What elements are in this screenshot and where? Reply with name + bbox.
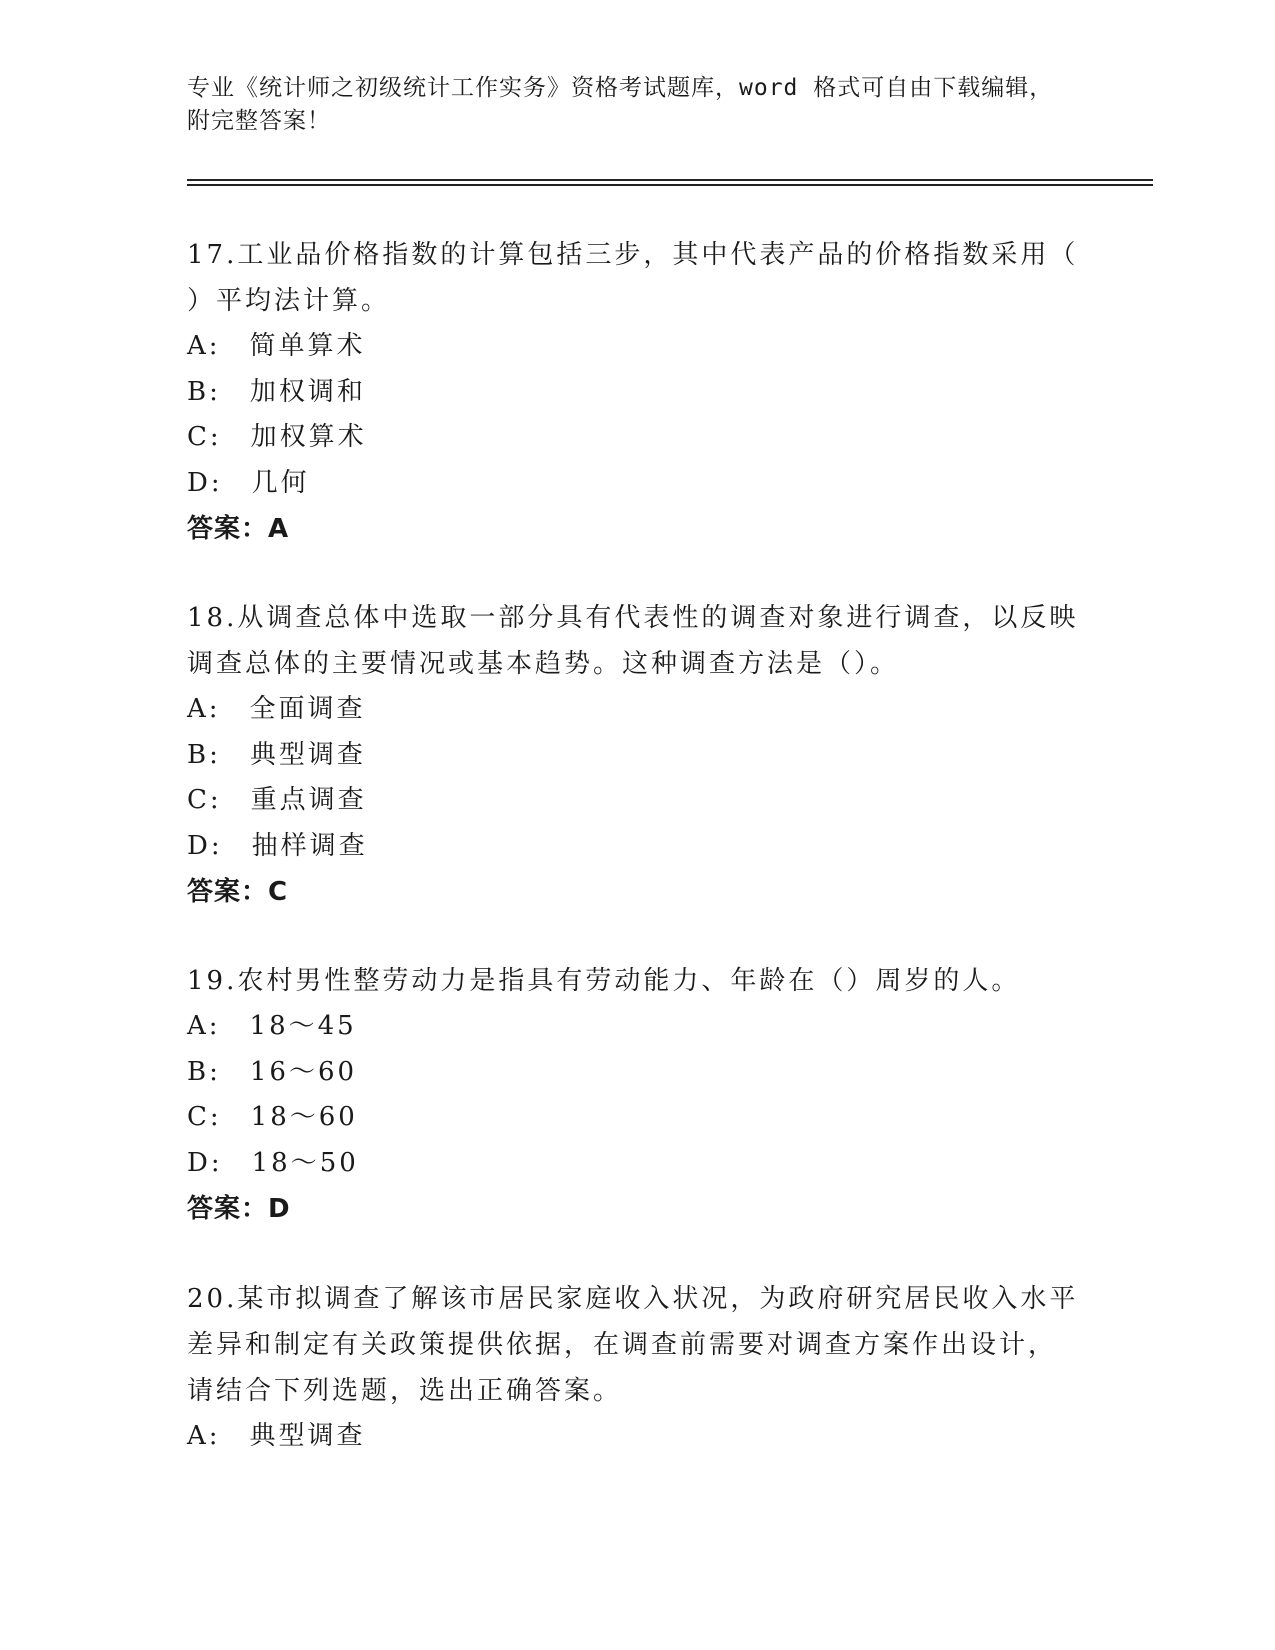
option-c: C: 加权算术 (187, 422, 367, 452)
question-text-line: ）平均法计算。 (187, 286, 391, 316)
question-text-line: 差异和制定有关政策提供依据，在调查前需要对调查方案作出设计， (187, 1330, 1058, 1360)
option-c: C: 重点调查 (187, 785, 367, 815)
question-text-line: 20.某市拟调查了解该市居民家庭收入状况，为政府研究居民收入水平 (187, 1284, 1079, 1314)
option-a: A: 18～45 (187, 1011, 357, 1041)
option-b: B: 16～60 (187, 1056, 358, 1087)
option-d: D: 几何 (187, 467, 310, 498)
question-text-line: 请结合下列选题，选出正确答案。 (187, 1376, 623, 1406)
answer: 答案：D (187, 1194, 291, 1224)
header-divider-bottom (187, 184, 1153, 186)
header-line-1: 专业《统计师之初级统计工作实务》资格考试题库，word 格式可自由下载编辑， (187, 75, 1054, 101)
option-a: A: 全面调查 (187, 694, 366, 724)
question-18 (187, 595, 1087, 915)
question-17 (187, 232, 1087, 552)
answer: 答案：A (187, 514, 290, 544)
header-divider-top (187, 179, 1153, 181)
question-text-line: 17.工业品价格指数的计算包括三步，其中代表产品的价格指数采用（ (187, 240, 1079, 270)
option-d: D: 抽样调查 (187, 830, 368, 861)
option-c: C: 18～60 (187, 1102, 358, 1132)
header-line-2: 附完整答案！ (187, 108, 331, 134)
question-text-line: 调查总体的主要情况或基本趋势。这种调查方法是（）。 (187, 649, 900, 679)
question-20 (187, 1276, 1087, 1460)
option-b: B: 加权调和 (187, 376, 366, 407)
option-b: B: 典型调查 (187, 739, 366, 770)
question-text-line: 19.农村男性整劳动力是指具有劳动能力、年龄在（）周岁的人。 (187, 966, 1021, 996)
question-text-line: 18.从调查总体中选取一部分具有代表性的调查对象进行调查，以反映 (187, 603, 1079, 633)
question-19 (187, 958, 1087, 1232)
option-a: A: 典型调查 (187, 1421, 366, 1451)
document-header (187, 72, 1087, 138)
option-d: D: 18～50 (187, 1147, 359, 1178)
option-a: A: 简单算术 (187, 331, 366, 361)
answer: 答案：C (187, 877, 289, 907)
